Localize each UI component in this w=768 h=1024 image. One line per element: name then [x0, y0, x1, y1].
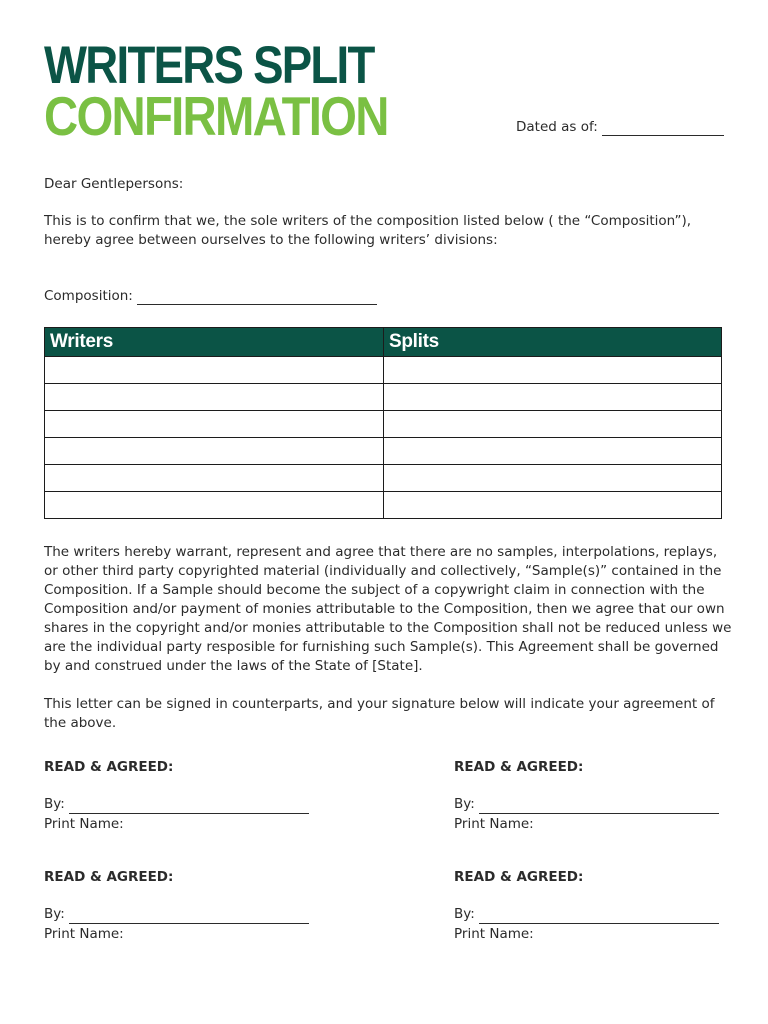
- table-row: [45, 411, 722, 438]
- intro-paragraph: This is to confirm that we, the sole writers of the composition listed below ( the “Composition”), hereby agree between ourselves to the following writers’ divisions:: [44, 213, 692, 248]
- warranty-paragraph: The writers hereby warrant, represent and agree that there are no samples, interpolations, replays, or other third party copyrighted material (individually and collectively, “Sample(s)” contained in the Composition. If a Sample should become the subject of a copywright claim in connection with the Composition and/or payment of monies attributable to the Composition, then we agree that our own shares in the copyright and/or monies attributable to the Composition shall not be reduced unless we are the individual party resposible for furnishing such Sample(s). This Agreement shall be governed by and construed under the laws of the State of [State].: [44, 544, 732, 674]
- split-cell[interactable]: [384, 411, 722, 438]
- document-title-line-1: WRITERS SPLIT: [44, 36, 374, 95]
- document-title-line-2: CONFIRMATION: [44, 85, 388, 147]
- table-row: [45, 357, 722, 384]
- signature-block: [454, 758, 719, 834]
- salutation: Dear Gentlepersons:: [44, 176, 184, 192]
- by-label: By:: [44, 906, 65, 922]
- signature-block: [44, 758, 309, 834]
- composition-row: [44, 287, 377, 305]
- by-row: [44, 905, 309, 924]
- splits-column-header: Splits: [384, 328, 722, 357]
- by-label: By:: [44, 796, 65, 812]
- dated-field[interactable]: [602, 121, 724, 136]
- by-row: [454, 795, 719, 814]
- table-row: [45, 384, 722, 411]
- table-header-row: [45, 328, 722, 357]
- split-cell[interactable]: [384, 438, 722, 465]
- by-row: [44, 795, 309, 814]
- read-agreed-heading: READ & AGREED:: [44, 759, 174, 775]
- read-agreed-heading: READ & AGREED:: [44, 869, 174, 885]
- writer-cell[interactable]: [45, 411, 384, 438]
- signature-line[interactable]: [479, 799, 719, 814]
- dated-label: Dated as of:: [516, 119, 598, 135]
- signature-block: [44, 868, 309, 944]
- print-name-label: Print Name:: [454, 816, 534, 832]
- split-cell[interactable]: [384, 492, 722, 519]
- signature-line[interactable]: [69, 909, 309, 924]
- composition-label: Composition:: [44, 288, 133, 304]
- table-row: [45, 438, 722, 465]
- by-label: By:: [454, 906, 475, 922]
- writers-splits-table: [44, 327, 722, 519]
- writer-cell[interactable]: [45, 438, 384, 465]
- writers-column-header: Writers: [45, 328, 384, 357]
- signature-block: [454, 868, 719, 944]
- table-row: [45, 492, 722, 519]
- table-row: [45, 465, 722, 492]
- counterparts-paragraph: This letter can be signed in counterparts, and your signature below will indicate your agreement of the above.: [44, 696, 715, 731]
- read-agreed-heading: READ & AGREED:: [454, 759, 584, 775]
- read-agreed-heading: READ & AGREED:: [454, 869, 584, 885]
- writer-cell[interactable]: [45, 492, 384, 519]
- signature-line[interactable]: [69, 799, 309, 814]
- split-cell[interactable]: [384, 357, 722, 384]
- split-cell[interactable]: [384, 384, 722, 411]
- writer-cell[interactable]: [45, 465, 384, 492]
- print-name-label: Print Name:: [44, 816, 124, 832]
- print-name-label: Print Name:: [44, 926, 124, 942]
- composition-field[interactable]: [137, 290, 377, 305]
- split-cell[interactable]: [384, 465, 722, 492]
- by-label: By:: [454, 796, 475, 812]
- dated-as-of: [516, 118, 724, 136]
- signature-line[interactable]: [479, 909, 719, 924]
- by-row: [454, 905, 719, 924]
- print-name-label: Print Name:: [454, 926, 534, 942]
- writer-cell[interactable]: [45, 384, 384, 411]
- writer-cell[interactable]: [45, 357, 384, 384]
